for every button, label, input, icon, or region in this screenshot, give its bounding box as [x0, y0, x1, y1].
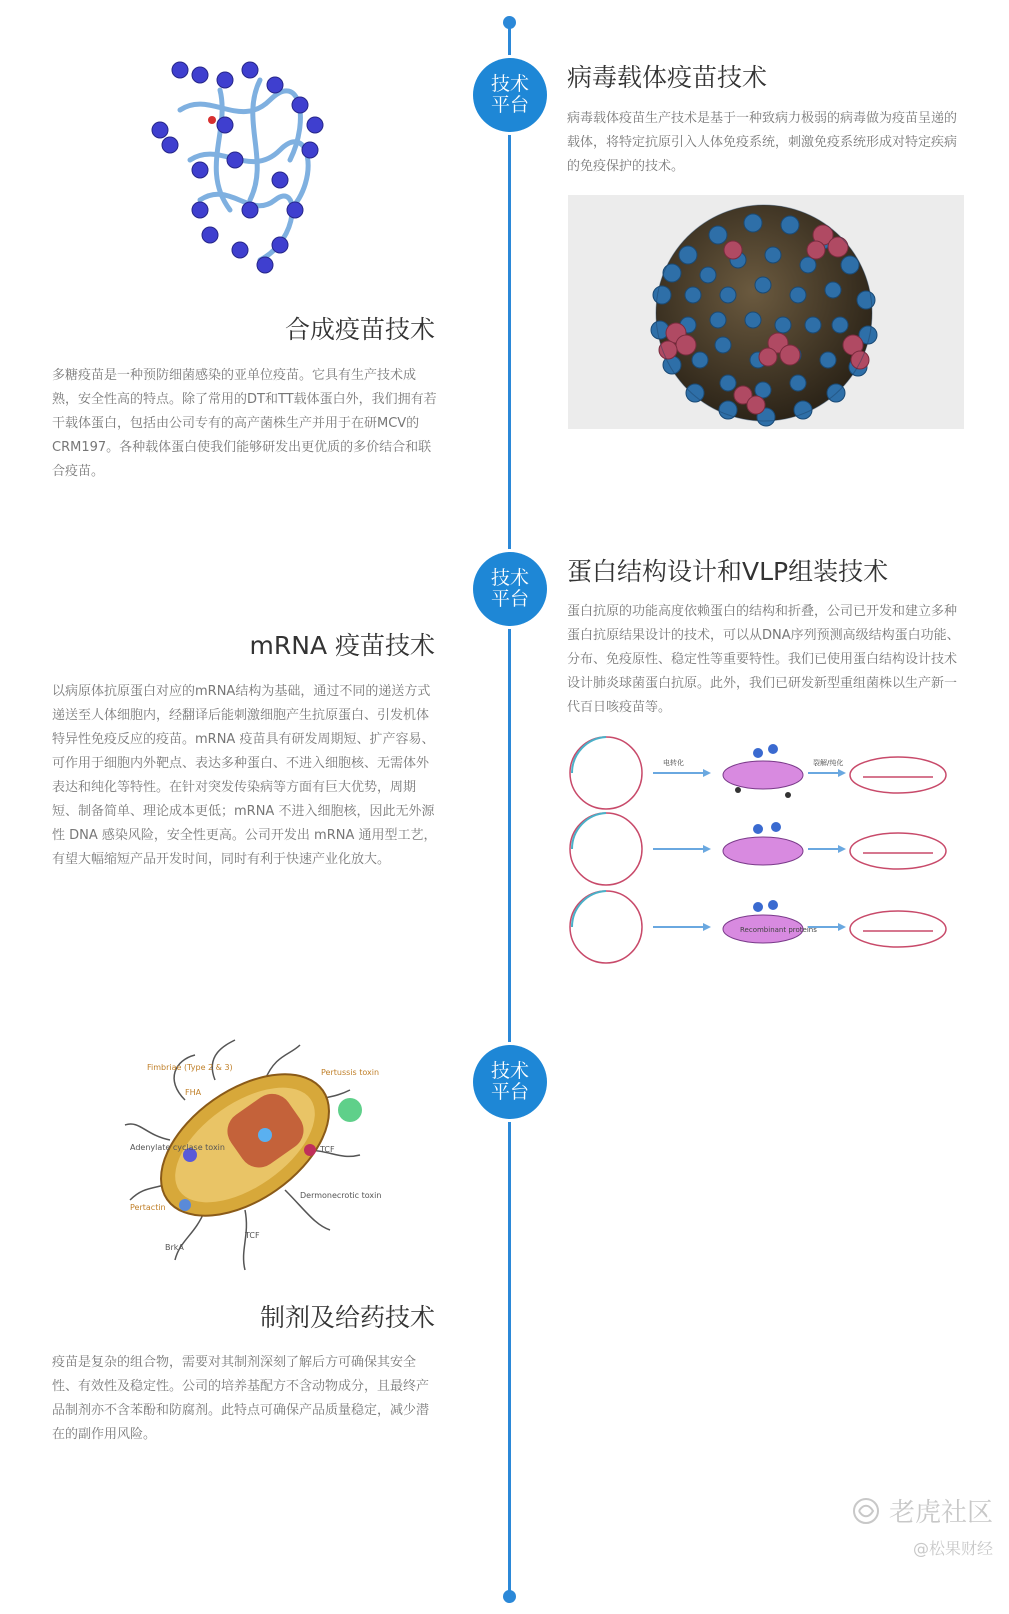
bacterium-label-pertactin: Pertactin [130, 1203, 166, 1212]
timeline-start-dot [503, 16, 516, 29]
badge-line1: 技术 [490, 567, 529, 589]
tiger-logo-icon [851, 1496, 881, 1526]
section-title-mrna: mRNA 疫苗技术 [249, 631, 435, 660]
bacterium-label-fimbriae: Fimbriae (Type 2 & 3) [147, 1063, 233, 1072]
watermark-source: @松果财经 [912, 1539, 993, 1558]
tech-platform-badge [473, 552, 547, 626]
section-desc-viral-vector: 病毒载体疫苗生产技术是基于一种致病力极弱的病毒做为疫苗呈递的载体，将特定抗原引入人体免疫系统，刺激免疫系统形成对特定疾病的免疫保护的技术。 [567, 111, 958, 174]
timeline-line [508, 22, 511, 1597]
section-title-viral-vector: 病毒载体疫苗技术 [567, 63, 768, 92]
vlp-arrow-label-1: 电转化 [663, 759, 684, 767]
bacterium-label-tcf-right: TCF [320, 1145, 335, 1154]
protein-structure-image [140, 50, 340, 290]
section-title-formulation: 制剂及给药技术 [259, 1303, 435, 1332]
bacterium-label-adenylate: Adenylate cyclase toxin [130, 1143, 225, 1152]
bacterium-label-fha: FHA [185, 1088, 202, 1097]
bacterium-label-pertussis-toxin: Pertussis toxin [321, 1068, 380, 1077]
badge-line1: 技术 [490, 73, 529, 95]
vlp-product-label: Recombinant proteins [740, 926, 817, 934]
vlp-assembly-diagram [568, 735, 964, 957]
timeline-end-dot [503, 1590, 516, 1603]
section-desc-vlp: 蛋白抗原的功能高度依赖蛋白的结构和折叠，公司已开发和建立多种蛋白抗原结果设计的技术，可以从DNA序列预测高级结构蛋白功能、分布、免疫原性、稳定性等重要特性。我们已使用蛋白结构设计技术设计肺炎球菌蛋白抗原。此外，我们已研发新型重组菌株以生产新一代百日咳疫苗等。 [567, 604, 960, 715]
badge-line2: 平台 [490, 588, 529, 610]
section-desc-mrna: 以病原体抗原蛋白对应的mRNA结构为基础，通过不同的递送方式递送至人体细胞内，经翻译后能刺激细胞产生抗原蛋白、引发机体特异性免疫反应的疫苗。mRNA 疫苗具有研发周期短、扩产容易、可作用于细胞内外靶点、表达多种蛋白、不进入细胞核、无需体外表达和纯化等特性。在针对突发传染病等方面有巨大优势，周期短、制备简单、理论成本更低；mRNA 不进入细胞核，因此无外源性 DNA 感染风险，安全性更高。公司开发出 mRNA 通用型工艺，有望大幅缩短产品开发时间，同时有利于快速产业化放大。 [52, 684, 437, 867]
section-title-vlp: 蛋白结构设计和VLP组装技术 [567, 557, 889, 586]
section-title-synthetic: 合成疫苗技术 [284, 315, 435, 344]
badge-line2: 平台 [490, 94, 529, 116]
badge-line2: 平台 [490, 1081, 529, 1103]
virus-particle-image [568, 195, 964, 429]
tech-platform-badge [473, 58, 547, 132]
watermark-brand-text: 老虎社区 [888, 1498, 993, 1528]
watermark-brand [851, 1492, 993, 1529]
section-desc-formulation: 疫苗是复杂的组合物，需要对其制剂深刻了解后方可确保其安全性、有效性及稳定性。公司的培养基配方不含动物成分，且最终产品制剂亦不含苯酚和防腐剂。此特点可确保产品质量稳定，减少潜在的副作用风险。 [52, 1355, 430, 1442]
badge-line1: 技术 [490, 1060, 529, 1082]
bacterium-label-dermonecrotic: Dermonecrotic toxin [300, 1191, 382, 1200]
bacterium-label-tcf: TCF [245, 1231, 260, 1240]
bacterium-illustration [125, 1040, 382, 1275]
vlp-arrow-label-2: 裂解/纯化 [813, 759, 844, 767]
bacterium-label-brka: BrkA [165, 1243, 184, 1252]
section-desc-synthetic: 多糖疫苗是一种预防细菌感染的亚单位疫苗。它具有生产技术成熟，安全性高的特点。除了常用的DT和TT载体蛋白外，我们拥有若干载体蛋白，包括由公司专有的高产菌株生产并用于在研MCV的CRM197。各种载体蛋白使我们能够研发出更优质的多价结合和联合疫苗。 [52, 368, 437, 479]
tech-platform-badge [473, 1045, 547, 1119]
